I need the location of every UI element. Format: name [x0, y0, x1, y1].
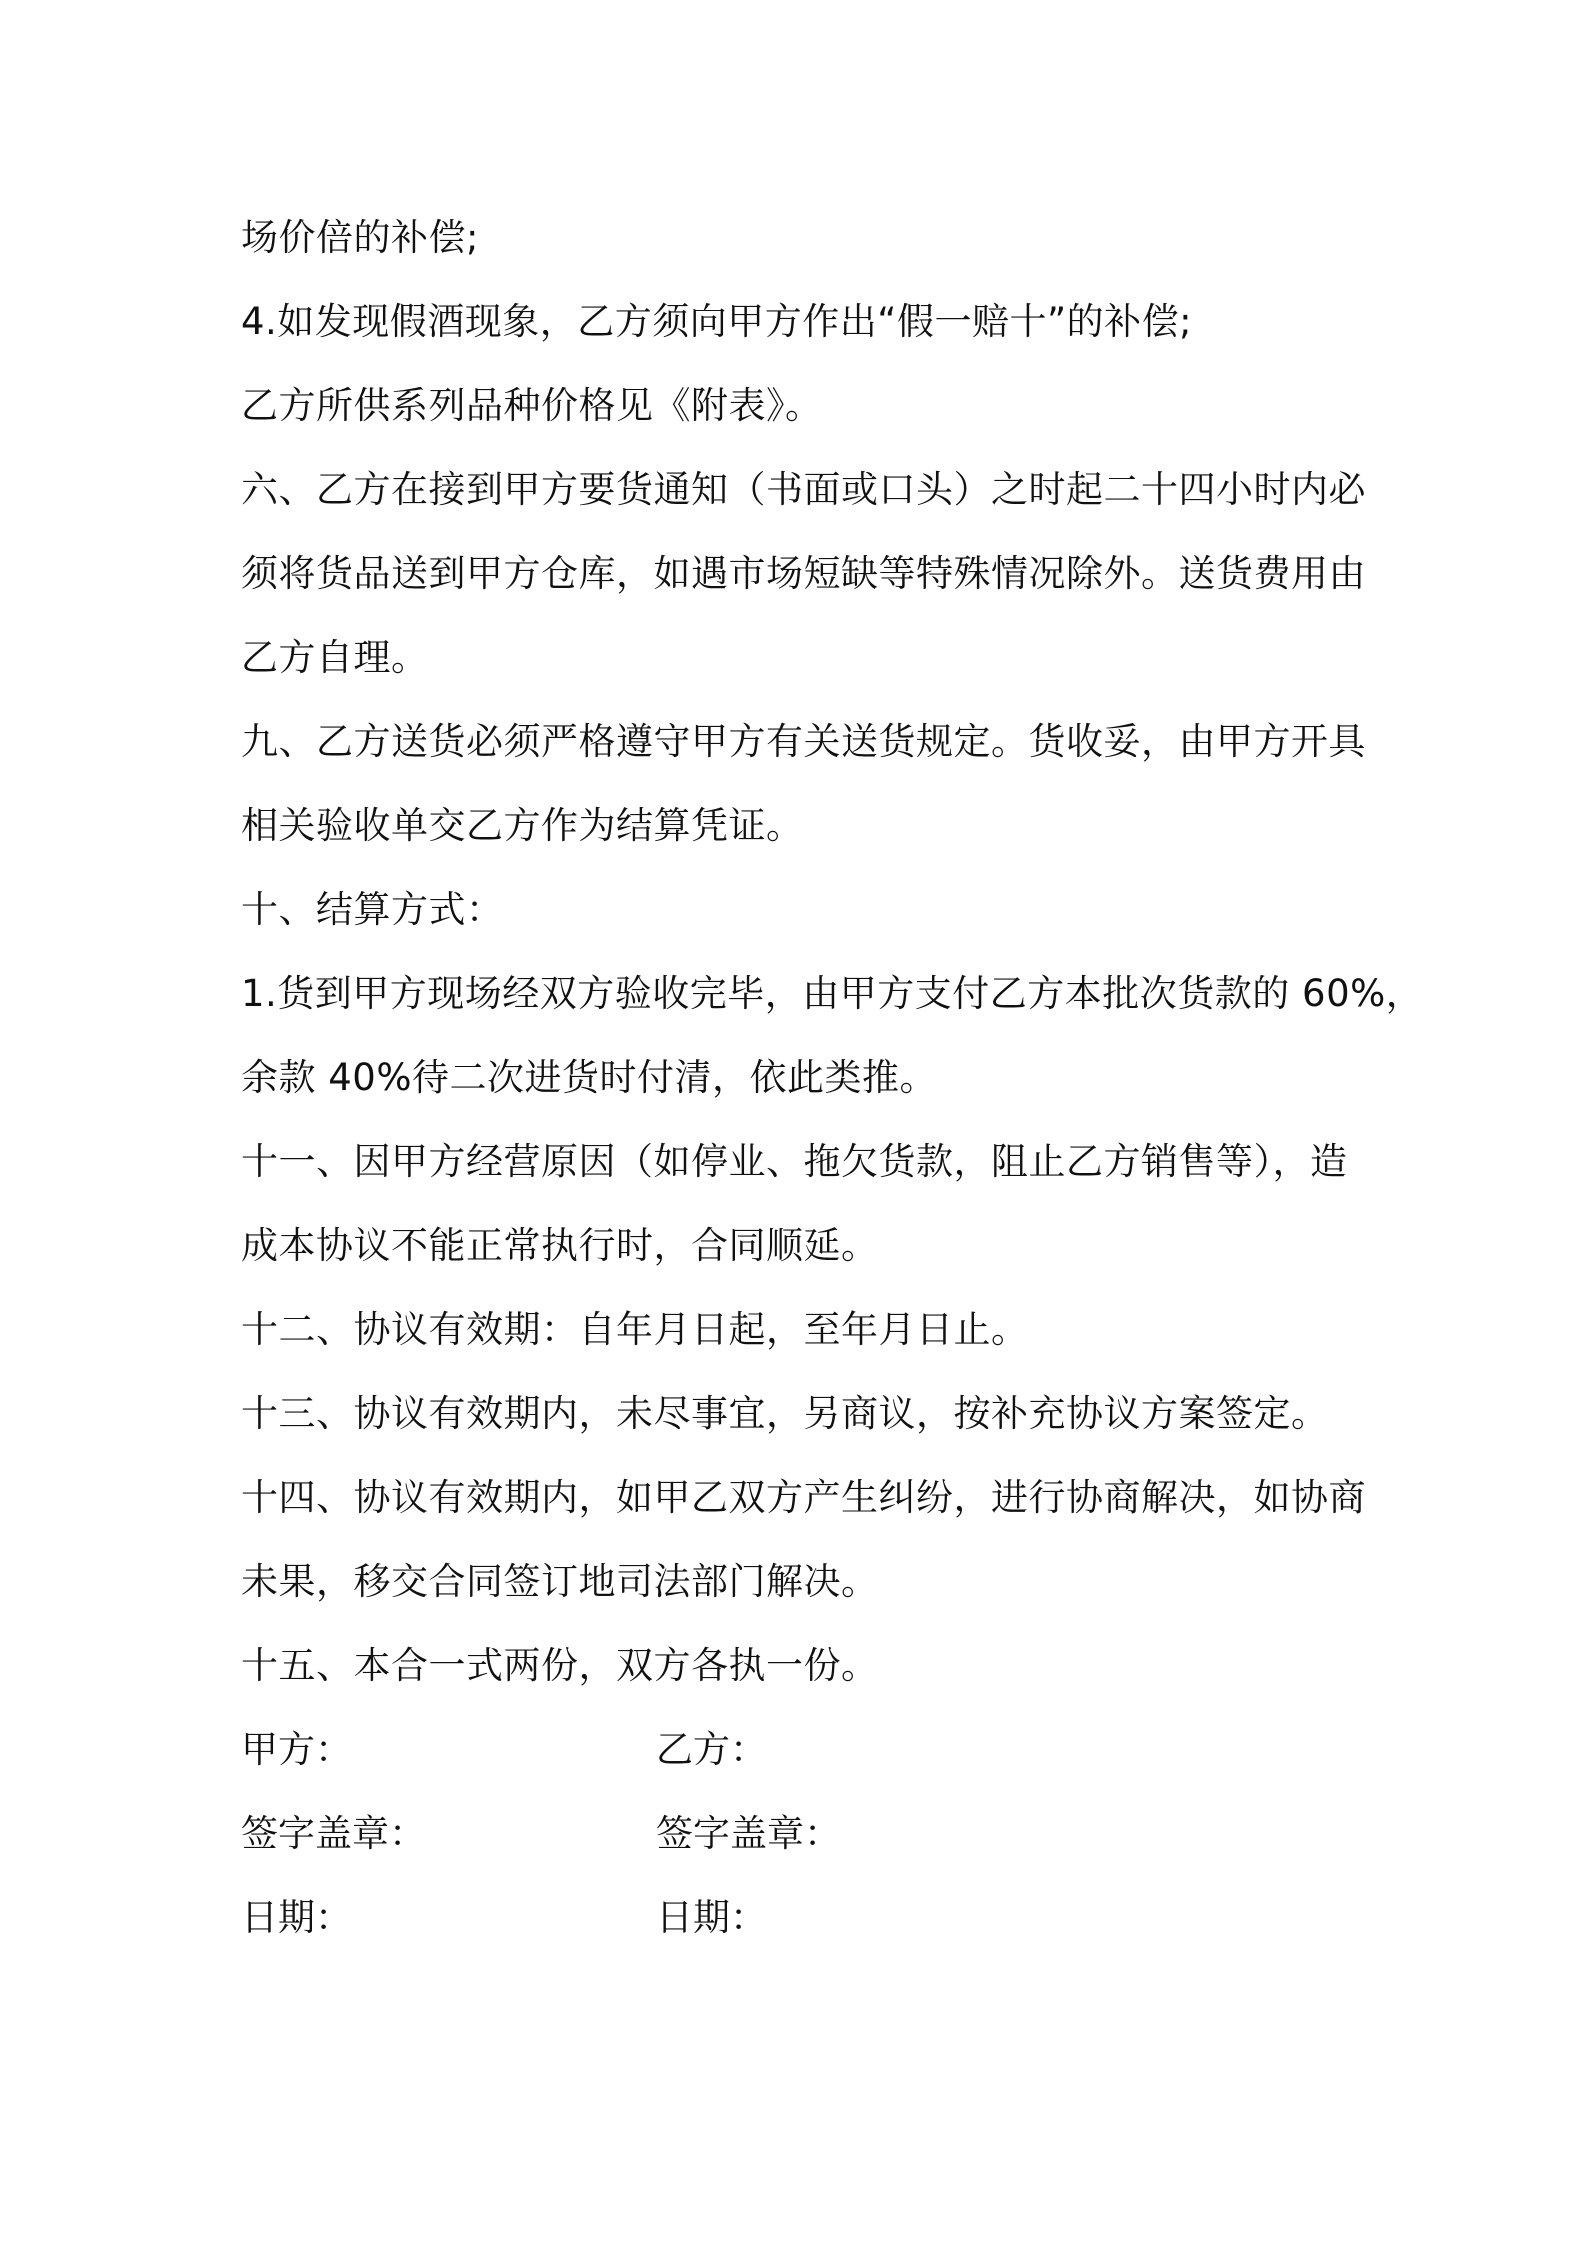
- text-line: 十五、本合一式两份，双方各执一份。: [241, 1644, 879, 1687]
- text-line: 场价倍的补偿;: [241, 216, 479, 259]
- date-b-label: 日期：: [656, 1896, 767, 1939]
- text-line: 九、乙方送货必须严格遵守甲方有关送货规定。货收妥，由甲方开具: [241, 720, 1366, 763]
- text-line: 相关验收单交乙方作为结算凭证。: [241, 804, 804, 847]
- text-line: 十三、协议有效期内，未尽事宜，另商议，按补充协议方案签定。: [241, 1392, 1329, 1435]
- text-line: 1.货到甲方现场经双方验收完毕，由甲方支付乙方本批次货款的 60%，: [241, 972, 1424, 1015]
- date-a-label: 日期：: [241, 1896, 352, 1939]
- signature-row-date: [241, 1876, 1361, 1960]
- text-line: 十四、协议有效期内，如甲乙双方产生纠纷，进行协商解决，如协商: [241, 1476, 1366, 1519]
- party-a-label: 甲方：: [241, 1728, 352, 1771]
- text-line: 须将货品送到甲方仓库，如遇市场短缺等特殊情况除外。送货费用由: [241, 552, 1366, 595]
- text-line: 十一、因甲方经营原因（如停业、拖欠货款，阻止乙方销售等），造: [241, 1140, 1348, 1183]
- document-body: [241, 196, 1424, 1960]
- text-line: 4.如发现假酒现象，乙方须向甲方作出“假一赔十”的补偿;: [241, 300, 1193, 343]
- party-b-label: 乙方：: [656, 1728, 767, 1771]
- signature-row-party: [241, 1708, 1361, 1792]
- sign-b-label: 签字盖章：: [656, 1812, 841, 1855]
- text-line: 乙方自理。: [241, 636, 429, 679]
- text-line: 乙方所供系列品种价格见《附表》。: [241, 384, 823, 427]
- text-line: 未果，移交合同签订地司法部门解决。: [241, 1560, 879, 1603]
- signature-row-sign: [241, 1792, 1361, 1876]
- text-line: 十二、协议有效期：自年月日起，至年月日止。: [241, 1308, 1029, 1351]
- text-line: 六、乙方在接到甲方要货通知（书面或口头）之时起二十四小时内必: [241, 468, 1366, 511]
- text-line: 成本协议不能正常执行时，合同顺延。: [241, 1224, 879, 1267]
- sign-a-label: 签字盖章：: [241, 1812, 426, 1855]
- text-line: 余款 40%待二次进货时付清，依此类推。: [241, 1056, 937, 1099]
- text-line: 十、结算方式：: [241, 888, 504, 931]
